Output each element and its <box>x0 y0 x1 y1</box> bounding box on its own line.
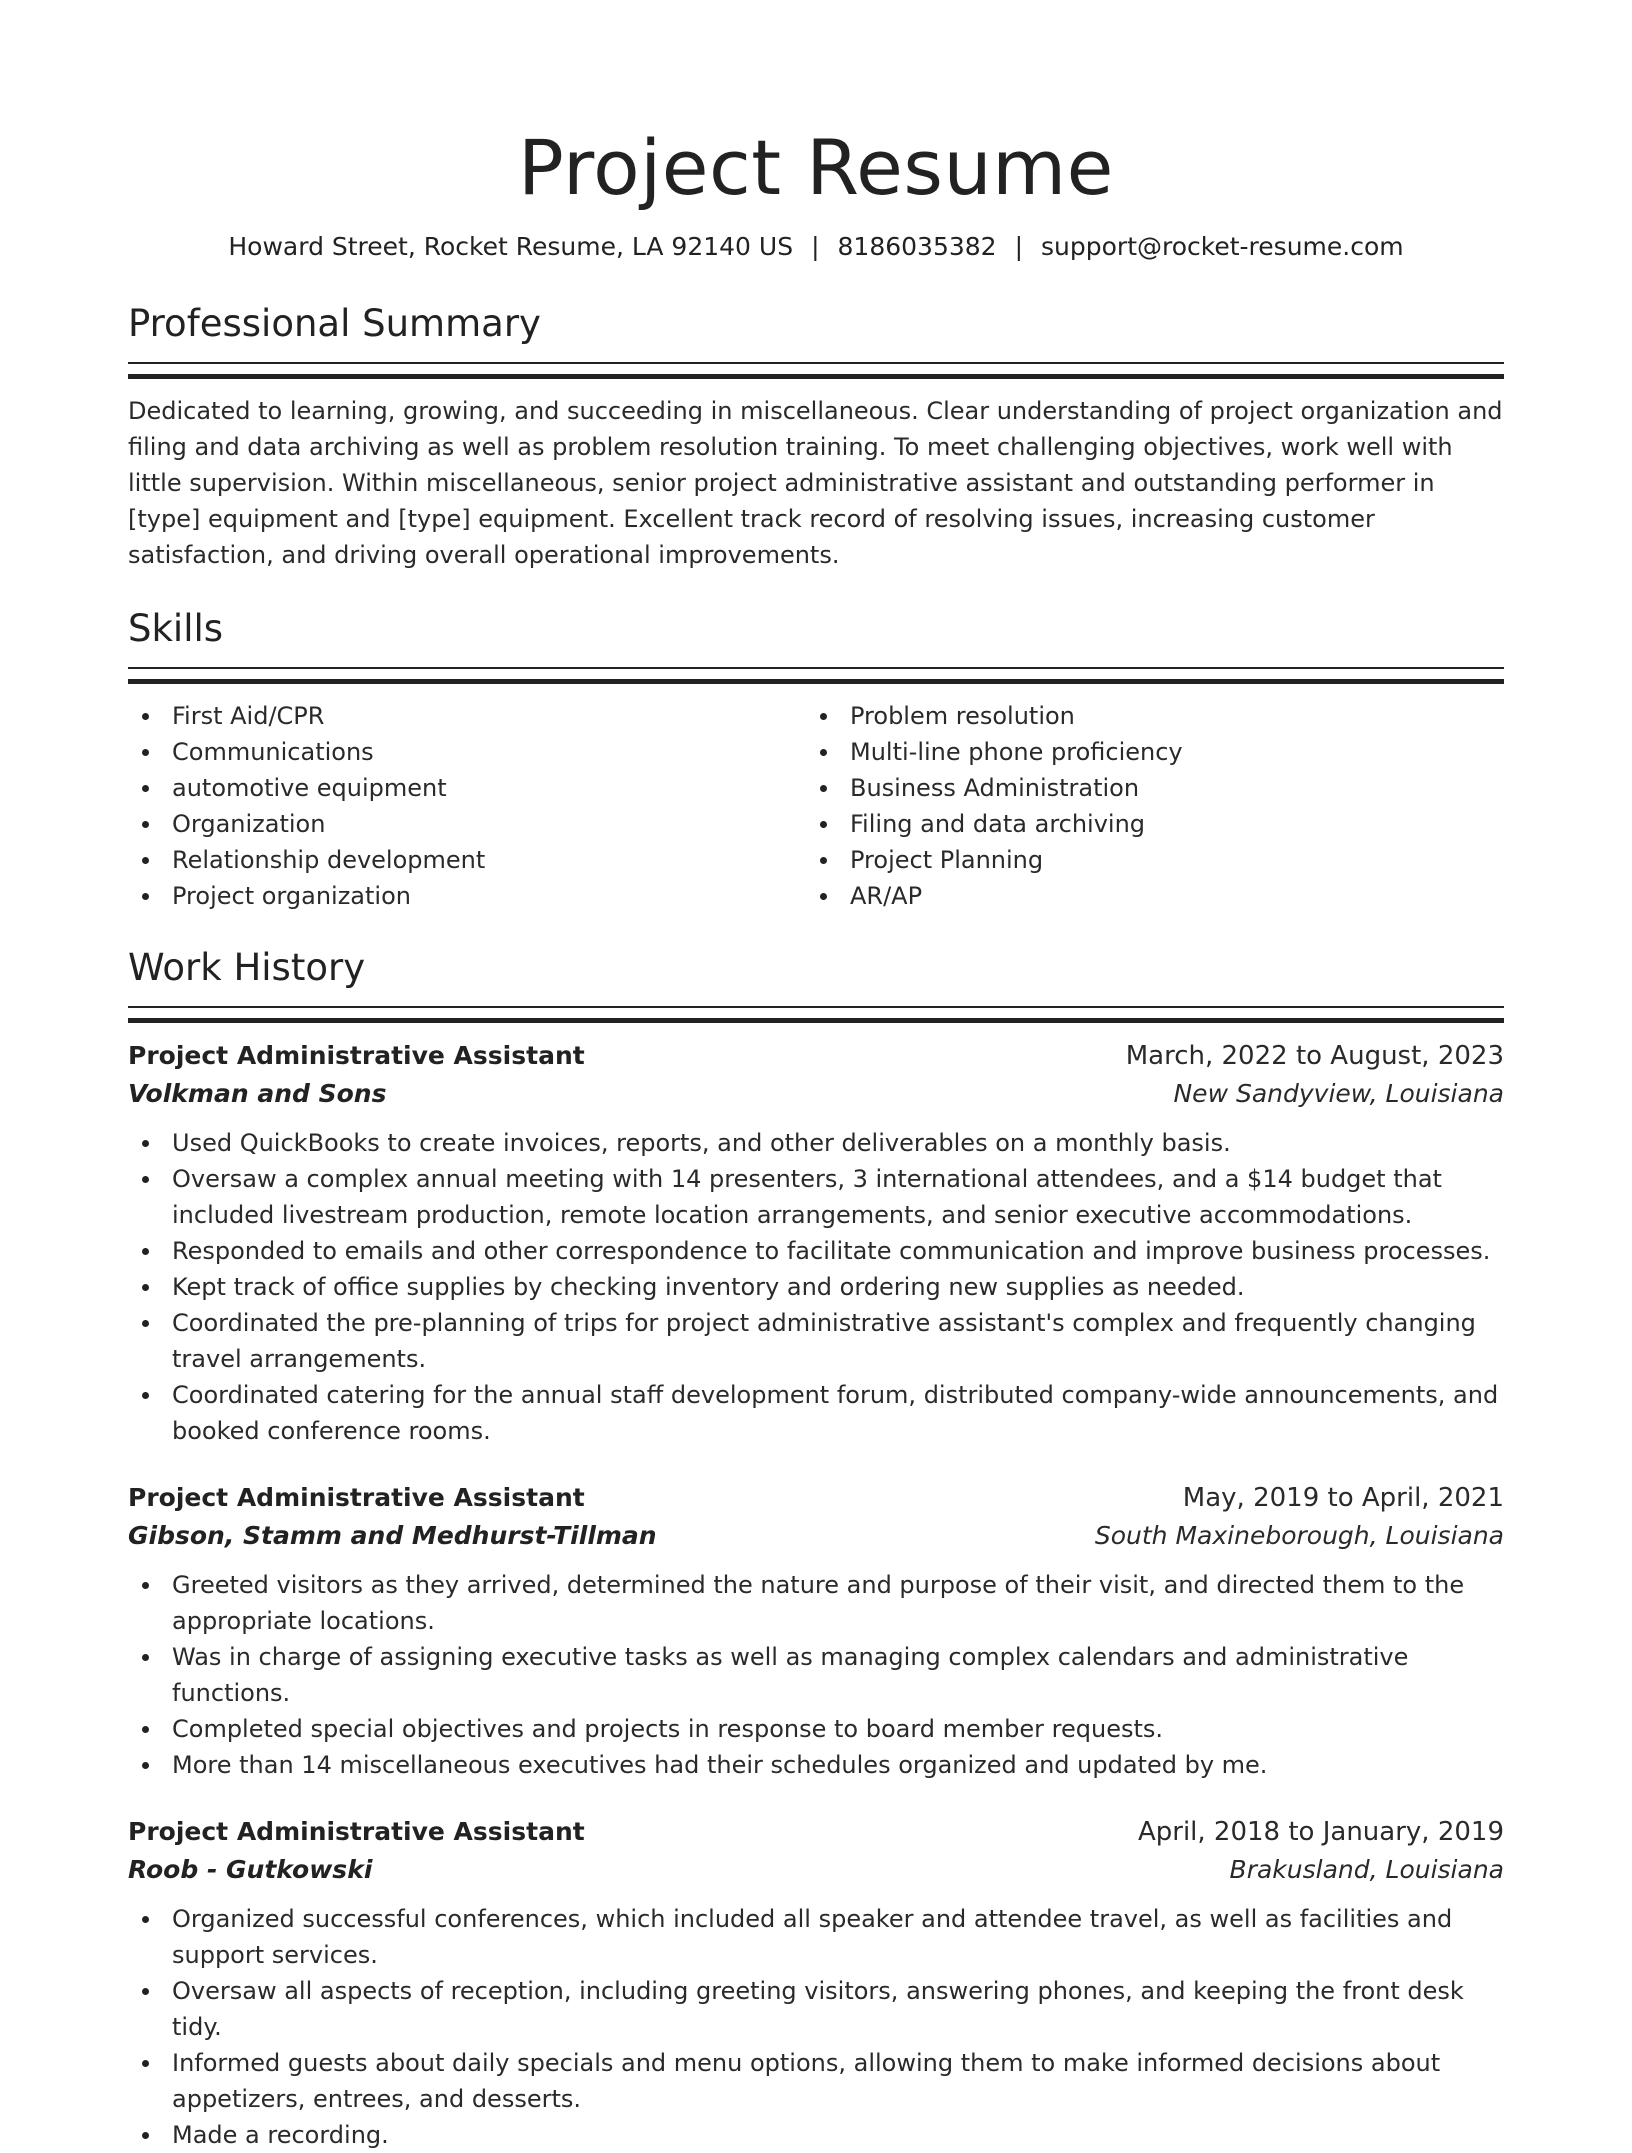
job-location: New Sandyview, Louisiana <box>1173 1079 1504 1108</box>
job-bullet: Completed special objectives and projects in response to board member requests. <box>128 1711 1504 1747</box>
skill-item: First Aid/CPR <box>128 698 806 734</box>
section-title-work-history: Work History <box>128 946 366 989</box>
job-bullet: Made a recording. <box>128 2117 1504 2153</box>
job-header <box>128 1813 1504 1851</box>
job-bullet: Kept track of office supplies by checking inventory and ordering new supplies as needed. <box>128 1269 1504 1305</box>
resume-page <box>128 0 1504 2153</box>
job-company: Gibson, Stamm and Medhurst-Tillman <box>128 1521 657 1550</box>
job-bullet: Oversaw a complex annual meeting with 14 presenters, 3 international attendees, and a $14 budget that included livestream production, remote location arrangements, and senior executive accommodations. <box>128 1161 1504 1233</box>
contact-separator: | <box>1014 232 1024 261</box>
job-bullet: Used QuickBooks to create invoices, reports, and other deliverables on a monthly basis. <box>128 1125 1504 1161</box>
job-dates: March, 2022 to August, 2023 <box>1125 1041 1504 1071</box>
contact-email: support@rocket-resume.com <box>1041 232 1404 261</box>
skill-item: Communications <box>128 734 806 770</box>
job-bullets <box>128 1901 1504 2153</box>
resume-name: Project Resume <box>518 123 1114 212</box>
job-bullets <box>128 1125 1504 1449</box>
job-header <box>128 1037 1504 1075</box>
section-title-skills: Skills <box>128 607 224 650</box>
job-bullet: Greeted visitors as they arrived, determined the nature and purpose of their visit, and directed them to the appropriate locations. <box>128 1567 1504 1639</box>
job-bullet: Informed guests about daily specials and menu options, allowing them to make informed decisions about appetizers, entrees, and desserts. <box>128 2045 1504 2117</box>
job-entry <box>128 1479 1504 1783</box>
contact-phone: 8186035382 <box>837 232 997 261</box>
skill-item: Project organization <box>128 878 806 914</box>
job-bullet: Coordinated catering for the annual staff development forum, distributed company-wide announcements, and booked conference rooms. <box>128 1377 1504 1449</box>
skill-item: Problem resolution <box>806 698 1484 734</box>
skill-item: Multi-line phone proficiency <box>806 734 1484 770</box>
skill-item: Filing and data archiving <box>806 806 1484 842</box>
skill-item: Relationship development <box>128 842 806 878</box>
job-subheader <box>128 1075 1504 1113</box>
skills-column-left <box>128 698 806 914</box>
section-divider <box>128 1006 1504 1023</box>
job-title: Project Administrative Assistant <box>128 1817 585 1846</box>
section-divider <box>128 667 1504 684</box>
contact-address: Howard Street, Rocket Resume, LA 92140 US <box>228 232 794 261</box>
skill-item: Organization <box>128 806 806 842</box>
contact-line <box>128 230 1504 264</box>
skill-item: automotive equipment <box>128 770 806 806</box>
job-subheader <box>128 1851 1504 1889</box>
job-subheader <box>128 1517 1504 1555</box>
section-divider <box>128 362 1504 379</box>
job-entry <box>128 1037 1504 1449</box>
job-header <box>128 1479 1504 1517</box>
job-bullet: Responded to emails and other correspondence to facilitate communication and improve business processes. <box>128 1233 1504 1269</box>
skills-column-right <box>806 698 1484 914</box>
job-bullet: Coordinated the pre-planning of trips for project administrative assistant's complex and frequently changing travel arrangements. <box>128 1305 1504 1377</box>
job-title: Project Administrative Assistant <box>128 1483 585 1512</box>
job-location: South Maxineborough, Louisiana <box>1094 1521 1504 1550</box>
section-title-summary: Professional Summary <box>128 302 541 345</box>
job-dates: May, 2019 to April, 2021 <box>1182 1483 1504 1513</box>
job-bullets <box>128 1567 1504 1783</box>
skill-item: Project Planning <box>806 842 1484 878</box>
job-bullet: Oversaw all aspects of reception, including greeting visitors, answering phones, and keeping the front desk tidy. <box>128 1973 1504 2045</box>
summary-text: Dedicated to learning, growing, and succeeding in miscellaneous. Clear understanding of project organization and filing and data archiving as well as problem resolution training. To meet challenging objectives, work well with little supervision. Within miscellaneous, senior project administrative assistant and outstanding performer in [type] equipment and [type] equipment. Excellent track record of resolving issues, increasing customer satisfaction, and driving overall operational improvements. <box>128 397 1503 569</box>
job-entry <box>128 1813 1504 2153</box>
skill-item: AR/AP <box>806 878 1484 914</box>
contact-separator: | <box>811 232 820 261</box>
job-dates: April, 2018 to January, 2019 <box>1137 1817 1504 1847</box>
job-title: Project Administrative Assistant <box>128 1041 585 1070</box>
job-location: Brakusland, Louisiana <box>1229 1855 1504 1884</box>
job-bullet: More than 14 miscellaneous executives had their schedules organized and updated by me. <box>128 1747 1504 1783</box>
job-bullet: Was in charge of assigning executive tasks as well as managing complex calendars and administrative functions. <box>128 1639 1504 1711</box>
skills-list <box>128 698 1504 914</box>
job-bullet: Organized successful conferences, which included all speaker and attendee travel, as well as facilities and support services. <box>128 1901 1504 1973</box>
job-company: Roob - Gutkowski <box>128 1855 373 1884</box>
skill-item: Business Administration <box>806 770 1484 806</box>
job-company: Volkman and Sons <box>128 1079 387 1108</box>
